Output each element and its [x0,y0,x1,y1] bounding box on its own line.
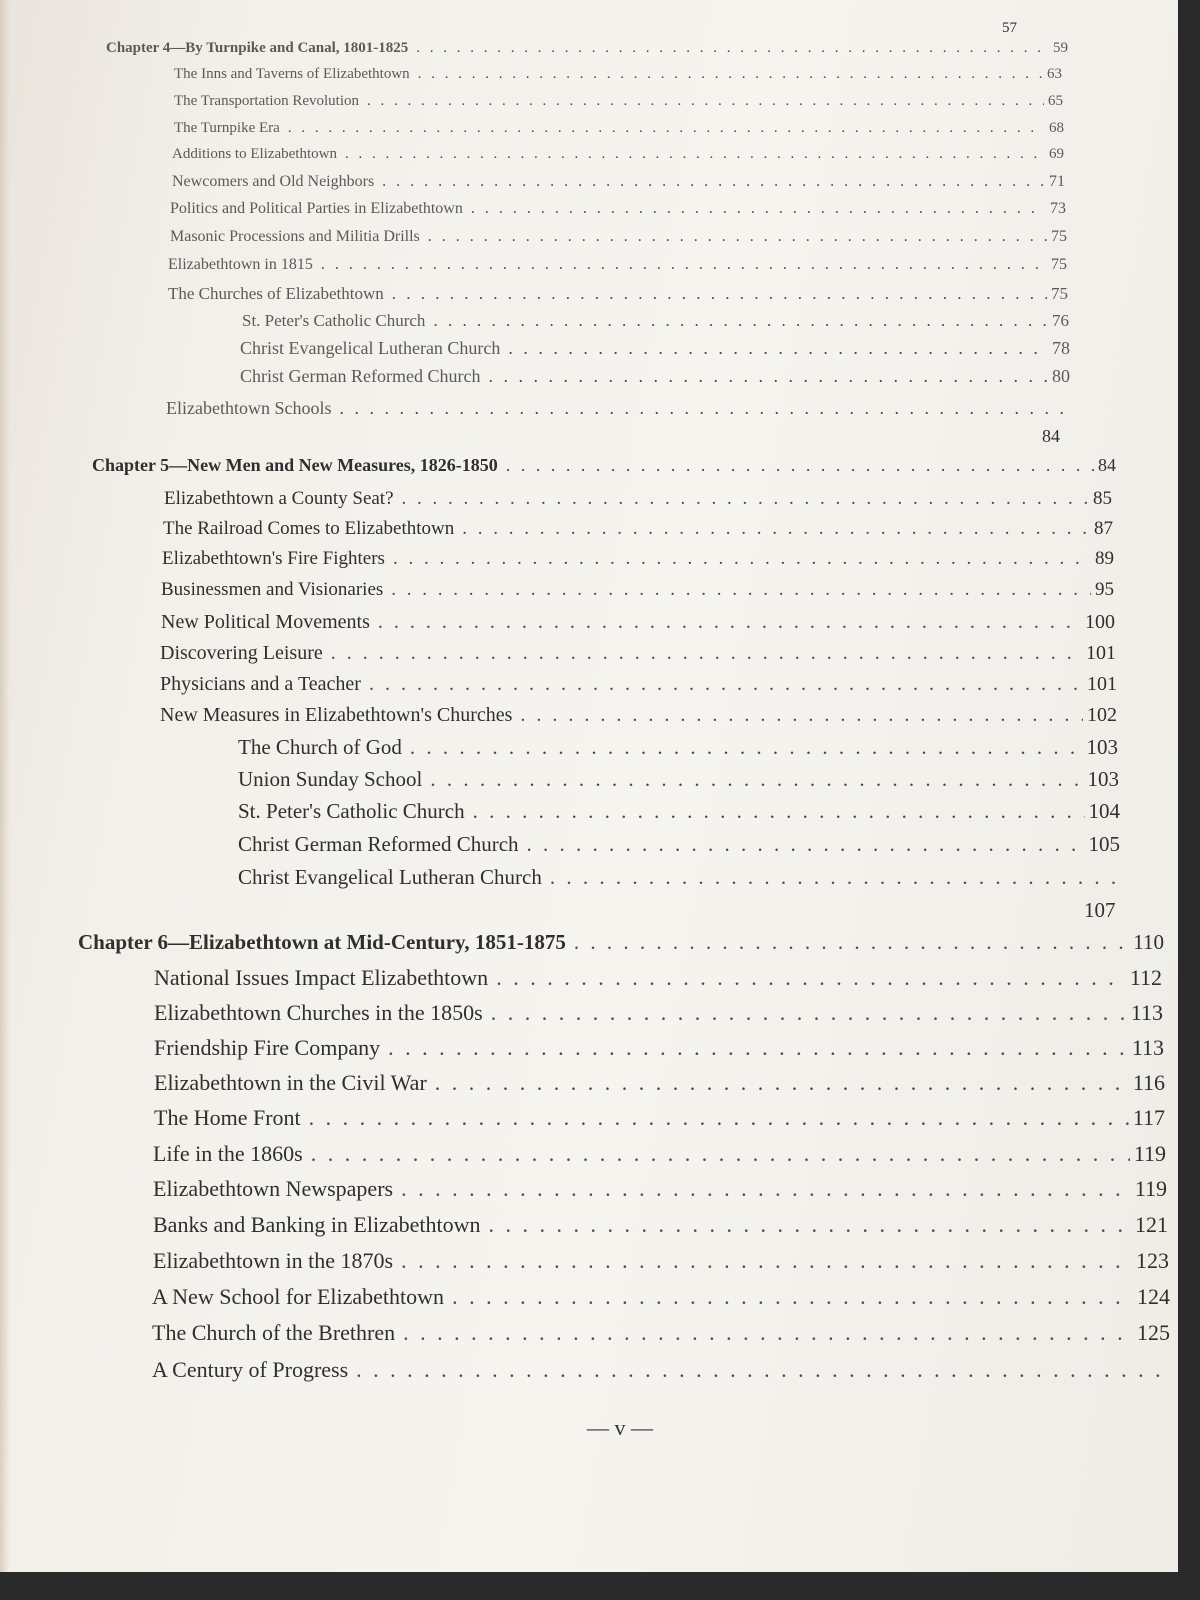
entry-title: Banks and Banking in Elizabethtown [153,1212,481,1237]
page-number: 124 [1137,1284,1170,1309]
entry-title: Christ Evangelical Lutheran Church [238,865,542,889]
entry-title: Elizabethtown Schools [166,398,332,418]
page-number: 102 [1087,704,1117,726]
toc-entry[interactable] [160,704,1117,727]
toc-entry[interactable] [161,579,1114,601]
entry-title: Elizabethtown's Fire Fighters [162,548,385,569]
toc-subentry[interactable] [238,767,1119,792]
page-number: 119 [1133,1141,1166,1166]
toc-subentry[interactable] [238,832,1120,857]
page-number: 113 [1130,1000,1163,1025]
toc-subentry[interactable] [238,735,1118,760]
toc-subentry[interactable] [238,865,1121,890]
page-number: 68 [1049,120,1064,136]
entry-title: Union Sunday School [238,767,423,791]
dot-leader [452,1284,1133,1310]
dot-leader [401,1176,1131,1202]
entry-title: St. Peter's Catholic Church [242,311,426,330]
dot-leader [367,93,1044,110]
entry-title: National Issues Impact Elizabethtown [154,965,489,990]
toc-entry[interactable] [154,965,1162,991]
page-number: 87 [1094,518,1113,539]
entry-title: A Century of Progress [152,1357,349,1382]
page-number: 59 [1053,40,1068,56]
toc-entry[interactable] [168,284,1068,304]
page-number: 95 [1095,579,1114,600]
page-number: 113 [1131,1035,1164,1060]
page-number: 80 [1052,366,1070,386]
entry-title: Masonic Processions and Militia Drills [170,228,420,245]
entry-title: Friendship Fire Company [154,1035,381,1060]
dot-leader [393,548,1091,570]
dot-leader [488,366,1048,387]
page-number: 75 [1051,284,1068,303]
toc-entry[interactable] [153,1176,1167,1202]
dot-leader [410,735,1083,760]
dot-leader [288,120,1045,137]
dot-leader [331,642,1082,665]
entry-title: The Inns and Taverns of Elizabethtown [174,66,410,82]
page-number: 76 [1052,311,1069,330]
entry-title: The Church of the Brethren [152,1320,396,1345]
toc-entry[interactable] [154,1035,1164,1061]
toc-subentry[interactable] [242,311,1069,331]
toc-entry[interactable] [166,398,1071,419]
chapter-title: Chapter 5—New Men and New Measures, 1826-1850 [92,455,498,475]
toc-entry[interactable] [163,518,1113,540]
page-number: 73 [1050,200,1066,217]
page-footer-numeral: — v — [587,1415,653,1440]
page-number: 71 [1049,173,1065,190]
dot-leader [418,66,1043,83]
toc-entry[interactable] [160,642,1116,665]
chapter-title: Chapter 4—By Turnpike and Canal, 1801-1825 [106,40,409,56]
chapter-heading[interactable] [92,455,1116,476]
dot-leader [311,1141,1130,1167]
dot-leader [473,799,1085,824]
entry-title: The Transportation Revolution [174,93,359,109]
toc-entry[interactable] [174,120,1064,137]
entry-title: Discovering Leisure [160,642,323,664]
entry-title: Christ Evangelical Lutheran Church [240,338,501,358]
entry-title: Newcomers and Old Neighbors [172,173,375,190]
toc-entry[interactable] [154,1070,1165,1096]
page-number: 104 [1088,799,1120,823]
entry-title: Christ German Reformed Church [240,366,481,386]
dot-leader [520,704,1083,727]
dot-leader [378,611,1081,634]
page-number: 110 [1133,930,1164,954]
dot-leader [508,338,1048,359]
dot-leader [369,673,1083,696]
page-number: 89 [1095,548,1114,569]
entry-title: Businessmen and Visionaries [161,579,384,600]
dot-leader [401,1248,1132,1274]
entry-title: The Home Front [154,1105,301,1130]
toc-entry[interactable] [168,256,1067,274]
dot-leader [356,1357,1167,1383]
chapter-heading[interactable] [106,40,1068,57]
entry-title: The Church of God [238,735,402,759]
dot-leader [392,284,1047,304]
toc-subentry[interactable] [240,366,1070,387]
entry-title: New Political Movements [161,611,370,633]
page-number: 65 [1048,93,1063,109]
page-number: 121 [1135,1212,1168,1237]
orphan-page-number: 107 [1084,898,1116,922]
entry-title: St. Peter's Catholic Church [238,799,465,823]
toc-entry[interactable] [172,173,1065,191]
page-number: 101 [1086,642,1116,664]
entry-title: Politics and Political Parties in Elizabethtown [170,200,463,217]
chapter-title: Chapter 6—Elizabethtown at Mid-Century, 1851-1875 [78,930,566,954]
toc-entry[interactable] [152,1357,1171,1383]
entry-title: The Churches of Elizabethtown [168,284,384,303]
dot-leader [491,1000,1127,1026]
toc-entry[interactable] [154,1105,1165,1131]
toc-entry[interactable] [170,200,1066,218]
dot-leader [489,1212,1132,1238]
dot-leader [388,1035,1128,1061]
page-number: 84 [1098,455,1116,475]
page-number: 69 [1049,146,1064,162]
page-number: 103 [1087,767,1119,791]
dot-leader [506,455,1094,476]
toc-entry[interactable] [154,1000,1163,1026]
dot-leader [309,1105,1129,1131]
page-number: 75 [1051,256,1067,273]
entry-title: New Measures in Elizabethtown's Churches [160,704,513,726]
dot-leader [435,1070,1129,1096]
dot-leader [430,767,1083,792]
page-number: 116 [1132,1070,1165,1095]
entry-title: Additions to Elizabethtown [172,146,337,162]
dot-leader [416,40,1049,57]
dot-leader [391,579,1091,601]
orphan-page-number: 57 [1002,20,1017,36]
entry-title: Elizabethtown a County Seat? [164,488,394,509]
page-number: 100 [1085,611,1115,633]
page-number: 125 [1137,1320,1170,1345]
toc-entry[interactable] [161,611,1115,634]
dot-leader [403,1320,1133,1346]
page-number: 117 [1132,1105,1165,1130]
page-number: 85 [1093,488,1112,509]
page-number: 63 [1047,66,1062,82]
toc-entry[interactable] [172,146,1064,163]
dot-leader [471,200,1046,218]
toc-entry[interactable] [162,548,1114,570]
entry-title: Elizabethtown Churches in the 1850s [154,1000,483,1025]
toc-entry[interactable] [174,93,1063,110]
toc-entry[interactable] [164,488,1112,510]
toc-entry[interactable] [152,1284,1170,1310]
entry-title: Elizabethtown Newspapers [153,1176,394,1201]
page-number: 105 [1088,832,1120,856]
dot-leader [321,256,1047,274]
dot-leader [382,173,1045,191]
entry-title: Elizabethtown in the 1870s [153,1248,394,1273]
toc-entry[interactable] [153,1141,1166,1167]
dot-leader [574,930,1129,955]
entry-title: The Turnpike Era [174,120,280,136]
toc-entry[interactable] [153,1248,1169,1274]
toc-subentry[interactable] [240,338,1070,359]
entry-title: Life in the 1860s [153,1141,303,1166]
dot-leader [402,488,1089,510]
entry-title: The Railroad Comes to Elizabethtown [163,518,455,539]
dot-leader [339,398,1067,419]
toc-entry[interactable] [152,1320,1170,1346]
dot-leader [345,146,1045,163]
toc-entry[interactable] [174,66,1062,83]
page-number: 123 [1136,1248,1169,1273]
entry-title: Christ German Reformed Church [238,832,519,856]
page-number: 101 [1087,673,1117,695]
orphan-page-number: 84 [1042,426,1060,446]
page-number: 78 [1052,338,1070,358]
entry-title: Elizabethtown in the Civil War [154,1070,427,1095]
dot-leader [462,518,1090,540]
entry-title: Elizabethtown in 1815 [168,256,313,273]
dot-leader [433,311,1048,331]
dot-leader [496,965,1126,991]
page-number: 103 [1086,735,1118,759]
entry-title: Physicians and a Teacher [160,673,361,695]
toc-entry[interactable] [170,228,1067,246]
toc-entry[interactable] [153,1212,1168,1238]
dot-leader [527,832,1085,857]
page-number: 112 [1129,965,1162,990]
page-number: 75 [1051,228,1067,245]
page-number: 119 [1134,1176,1167,1201]
toc-subentry[interactable] [238,799,1120,824]
dot-leader [550,865,1117,890]
entry-title: A New School for Elizabethtown [152,1284,445,1309]
dot-leader [428,228,1047,246]
toc-entry[interactable] [160,673,1117,696]
chapter-heading[interactable] [78,930,1164,955]
